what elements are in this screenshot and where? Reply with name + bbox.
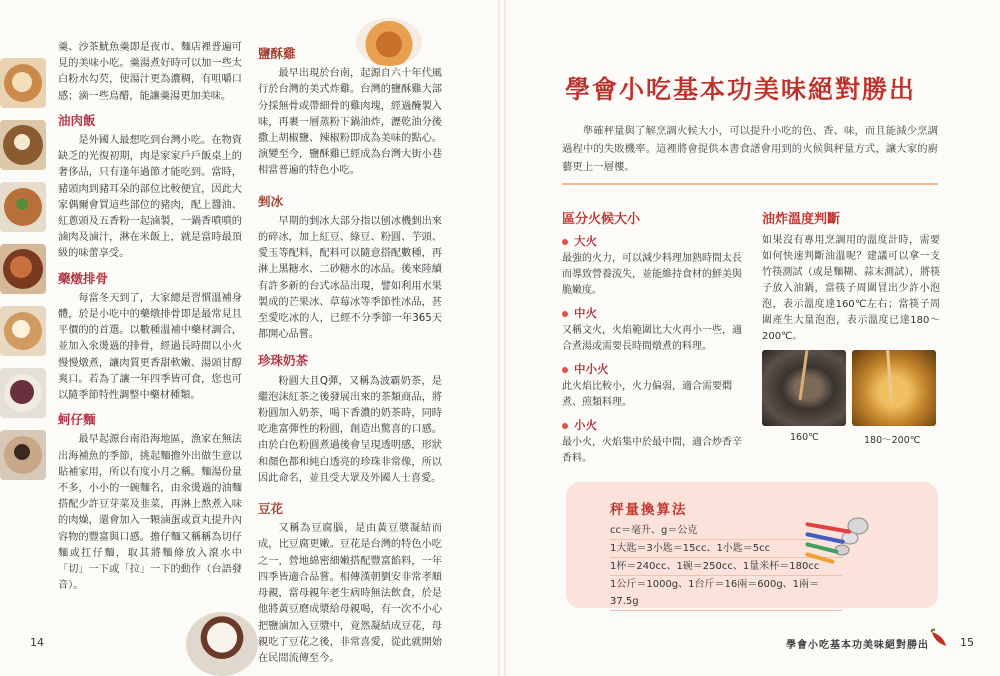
page-title: 學會小吃基本功美味絕對勝出: [565, 75, 917, 104]
section-title-bubble-tea: 珍珠奶茶: [258, 353, 309, 369]
food-thumbnail-strip: [0, 58, 46, 492]
fire-item-medium: [562, 305, 742, 355]
oil-180-photo-icon: [852, 350, 936, 426]
section-title-danzai-noodles: 蚵仔麵: [58, 412, 96, 428]
food-thumbnail-icon: [0, 368, 46, 418]
section-title-shaved-ice: 剉冰: [258, 193, 284, 209]
bullet-icon: [562, 367, 568, 373]
section-body-herbal-ribs: 每當冬天到了，大家總是習慣溫補身體，於是小吃中的藥燉排骨即是最常見且平價的的首選。以數種溫補中藥材調合，並加入氽燙過的排骨，經過長時間以小火慢慢燉煮，讓肉質更香甜軟嫩、湯頭甘醇爽口。若為了讓一年四季皆可食，您也可以隨季節特性調整中藥材種類。: [58, 292, 242, 402]
bullet-icon: [562, 311, 568, 317]
food-thumbnail-icon: [0, 182, 46, 232]
bullet-icon: [562, 239, 568, 245]
intro-paragraph-right: 準確秤量與了解烹調火候大小，可以提升小吃的色、香、味，而且能減少烹調過程中的失敗機率。這裡將會提供本書食譜會用到的火候與秤量方式，讓大家的廚藝更上一層樓。: [562, 125, 938, 173]
oil-160-photo-icon: [762, 350, 846, 426]
food-thumbnail-icon: [0, 120, 46, 170]
running-footer: 學會小吃基本功美味絕對勝出: [786, 640, 929, 651]
section-body-douhua: 又稱為豆腐腦，是由黃豆漿凝結而成，比豆腐更嫩。豆花是台灣的特色小吃之一，營地綿密細嫩搭配豐富餡料，一年四季皆適合品嘗。相傳漢朝劉安非常孝順母親，當母親年老生病時無法飲食，於是他將黃豆磨成漿給母親喝，有一次不小心把鹽滷加入豆漿中，竟然凝結成豆花，母親吃了豆花之後，非常喜愛，從此就開始在民間流傳至今。: [258, 523, 442, 664]
fire-item-low: [562, 417, 742, 467]
section-title-salt-crispy-chicken: 鹽酥雞: [258, 46, 296, 61]
measure-line: 1公斤＝1000g、1台斤＝16兩＝600g、1兩＝37.5g: [610, 576, 842, 611]
section-title-herbal-ribs: 藥燉排骨: [58, 270, 109, 286]
measure-title: 秤量換算法: [610, 502, 688, 518]
food-thumbnail-icon: [0, 306, 46, 356]
book-gutter: [498, 0, 506, 676]
left-column-2: [258, 46, 442, 667]
measure-line: 1杯＝240cc、1碗＝250cc、1量米杯＝180cc: [610, 558, 842, 576]
fire-section-title: 區分火候大小: [562, 212, 641, 227]
food-thumbnail-icon: [0, 244, 46, 294]
page-number-right: 15: [960, 636, 974, 649]
fire-item-desc: 又稱文火，火焰範圍比大火再小一些，適合煮湯或需要長時間燉煮的料理。: [562, 325, 742, 352]
food-thumbnail-icon: [0, 430, 46, 480]
bullet-icon: [562, 423, 568, 429]
section-title-braised-pork-rice: 油肉飯: [58, 112, 96, 128]
chili-pepper-icon: [928, 628, 950, 650]
section-body-braised-pork-rice: 是外國人最想吃到台灣小吃。在物資缺乏的光復初期，肉是家家戶戶飯桌上的奢侈品，只有逢年過節才能吃到。當時，豬頭肉到豬耳朵的部位比較便宜，因此大家偶爾會買這些部位的豬肉，配上醬油、紅蔥頭及五香粉一起滷製，一鍋香噴噴的滷肉及滷汁，淋在米飯上，就是當時最頂級的味蕾享受。: [58, 135, 242, 260]
divider: [562, 183, 938, 185]
fire-item-name: 中小火: [574, 362, 609, 376]
page-number-left: 14: [30, 636, 44, 649]
fire-item-desc: 此火焰比較小，火力偏弱，適合需要燜煮、煎類料理。: [562, 381, 732, 408]
oil-temperature-section: [762, 208, 940, 345]
measuring-spoons-icon: [802, 512, 872, 568]
oil-caption-160: 160℃: [790, 432, 819, 443]
food-thumbnail-icon: [0, 58, 46, 108]
oil-caption-180: 180～200℃: [864, 435, 921, 446]
oil-section-title: 油炸溫度判斷: [762, 212, 841, 227]
left-column-1: [58, 40, 242, 595]
oil-photos: [762, 350, 938, 426]
section-body-bubble-tea: 粉圓大且Q彈，又稱為波霸奶茶，是繼泡沫紅茶之後發展出來的茶類商品，將粉圓加入奶茶，喝下香濃的奶茶時，同時吃進富彈性的粉圓，創造出驚喜的口感。由於白色粉圓煮過後會呈現透明感，形狀和顏色都和純白透亮的珍珠非常像，所以因此命名，並且受大眾及外國人士喜愛。: [258, 375, 442, 484]
section-body-shaved-ice: 早期的剉冰大部分指以刨冰機剉出來的碎冰，加上紅豆、綠豆、粉圓、芋頭、愛玉等配料，配料可以隨意搭配數種，再淋上黑糖水、二砂糖水的冰品。後來陸續有許多新的台式冰品出現，譬如利用水果製成的芒果冰、草莓冰等季節性冰品，甚至愛吃冰的人，已經不分季節一年365天都開心品嘗。: [258, 215, 442, 341]
intro-paragraph: 羹、沙茶魷魚羹即是夜市、麵店裡普遍可見的美味小吃。羹湯煮好時可以加一些太白粉水勾芡，使湯汁更為濃稠，有咀嚼口感；滴一些烏醋，能讓羹湯更加美味。: [58, 42, 242, 102]
section-body-salt-crispy-chicken: 最早出現於台南，起源自六十年代風行於台灣的美式炸雞。台灣的鹽酥雞大部分採無骨或帶細骨的雞肉塊，經過醃製入味，再裹一層蒸粉下鍋油炸，瀝乾油分後撒上胡椒鹽、辣椒粉即成為美味的點心。演變至今，鹽酥雞已經成為台灣大街小巷相當普遍的特色小吃。: [258, 68, 442, 177]
measure-line: cc＝毫升、g＝公克: [610, 522, 842, 540]
measure-line: 1大匙＝3小匙＝15cc、1小匙＝5cc: [610, 540, 842, 558]
douhua-photo-icon: [186, 612, 258, 676]
measurement-box: [566, 482, 938, 608]
fire-item-medium-low: [562, 361, 742, 411]
fire-item-high: [562, 233, 742, 299]
fire-item-name: 大火: [574, 234, 597, 248]
fire-item-name: 中火: [574, 306, 597, 320]
fire-levels-section: [562, 208, 742, 473]
fire-item-desc: 最強的火力，可以減少料理加熱時間太長而導致營養流失，並能維持食材的鮮美與脆嫩度。: [562, 253, 742, 296]
fire-item-desc: 最小火，火焰集中於最中間，適合炒香辛香料。: [562, 437, 742, 464]
fire-item-name: 小火: [574, 418, 597, 432]
oil-section-desc: 如果沒有專用烹調用的溫度計時，需要如何快速判斷油溫呢？建議可以拿一支竹筷測試（或是麵糊、蒜末測試），將筷子放入油鍋，當筷子周圍冒出少許小泡泡，表示溫度達160℃左右；當筷子周圍產生大量泡泡，表示溫度已達180～200℃。: [762, 235, 940, 342]
section-title-douhua: 豆花: [258, 501, 284, 517]
section-body-danzai-noodles: 最早起源台南沿海地區，漁家在無法出海補魚的季節，挑起麵擔外出做生意以貼補家用，所以有度小月之稱。麵湯份量不多，小小的一碗麵名，由氽燙過的油麵搭配少許豆芽菜及韭菜，再淋上熬煮入味的肉燥，還會加入一顆滷蛋或貢丸提升內容物的豐富與口感。擔仔麵又稱稱為切仔麵或扛仔麵，取其將麵條放入滾水中「切」一下或「拉」一下的動作（台語發音）。: [58, 434, 242, 592]
